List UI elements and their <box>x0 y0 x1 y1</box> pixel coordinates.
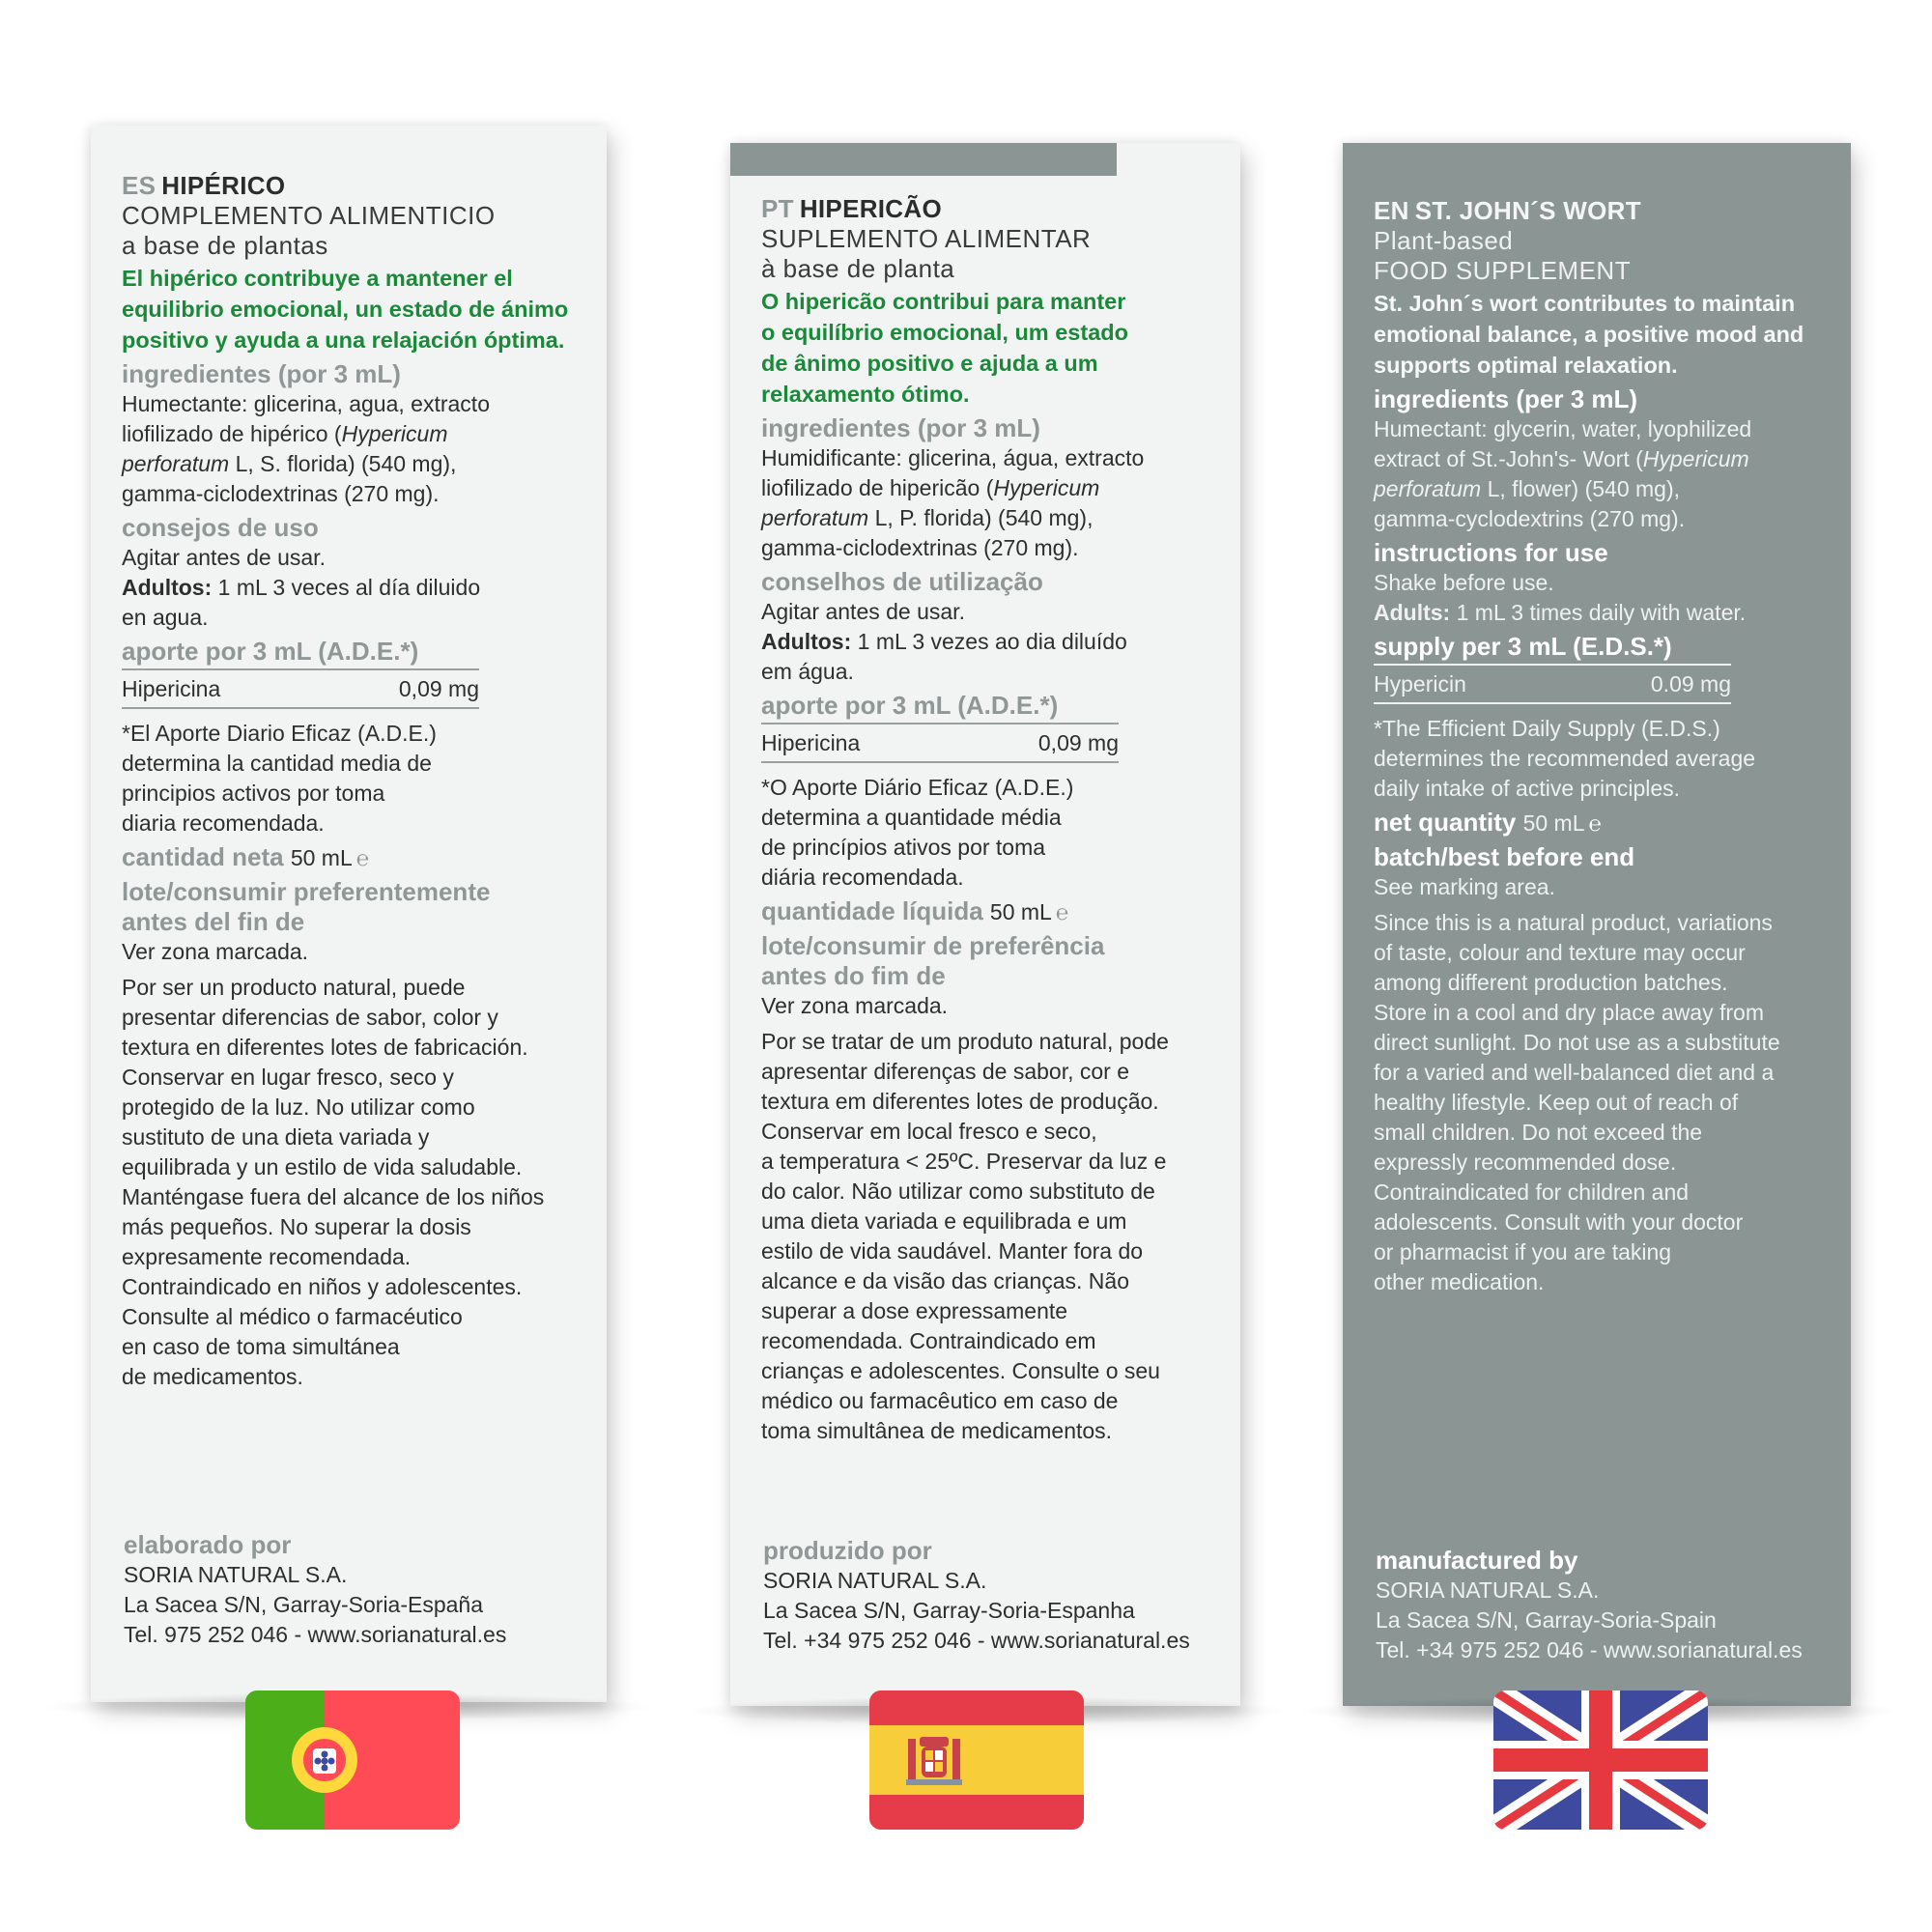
batch-heading: lote/consumir preferentemente antes del fin de <box>122 877 491 936</box>
supply-row: Hipericina 0,09 mg <box>122 676 479 701</box>
manufacturer-contact: Tel. 975 252 046 - www.sorianatural.es <box>124 1622 507 1647</box>
supply-note: *O Aporte Diário Eficaz (A.D.E.) determina a quantidade média de princípios ativos por toma diária recomendada. <box>761 775 1074 890</box>
warnings-text: Por ser un producto natural, puede presentar diferencias de sabor, color y textura en diferentes lotes de fabricación. Conservar en lugar fresco, seco y protegido de la luz. No utilizar como sustituto de una dieta variada y equilibrada y un estilo de vida saludable. Manténgase fuera del alcance de los niños más pequeños. No superar la dosis expresamente recomendada. Contraindicado en niños y adolescentes. Consulte al médico o farmacéutico en caso de toma simultánea de medicamentos. <box>122 975 545 1389</box>
product-subcategory: FOOD SUPPLEMENT <box>1374 256 1632 285</box>
product-title: EN ST. JOHN´S WORT <box>1374 196 1641 225</box>
panel-content <box>122 170 583 1392</box>
supply-row: Hipericina 0,09 mg <box>761 730 1119 755</box>
top-color-bar <box>730 143 1117 176</box>
net-quantity: quantidade líquida 50 mL ℮ <box>761 896 1069 925</box>
usage-text: Shake before use. Adults: 1 mL 3 times daily with water. <box>1374 570 1747 625</box>
manufacturer-address: La Sacea S/N, Garray-Soria-España <box>124 1592 484 1617</box>
ingredients-heading: ingredients (per 3 mL) <box>1374 384 1638 413</box>
label-panel-es <box>91 126 607 1702</box>
panel-content <box>761 193 1217 1446</box>
net-quantity: cantidad neta 50 mL ℮ <box>122 842 369 871</box>
ingredients-heading: ingredientes (por 3 mL) <box>761 413 1040 442</box>
batch-text: Ver zona marcada. <box>122 939 309 964</box>
uk-flag[interactable] <box>1493 1690 1708 1830</box>
supply-table <box>761 723 1119 763</box>
supply-note: *The Efficient Daily Supply (E.D.S.) determines the recommended average daily intake of active principles. <box>1374 716 1756 801</box>
uk-flag-icon <box>1493 1690 1708 1830</box>
product-category: COMPLEMENTO ALIMENTICIO <box>122 201 496 230</box>
usage-heading: conselhos de utilização <box>761 567 1043 596</box>
supply-heading: aporte por 3 mL (A.D.E.*) <box>761 691 1059 720</box>
usage-heading: consejos de uso <box>122 513 319 542</box>
manufacturer-heading: elaborado por <box>124 1530 292 1559</box>
batch-heading: lote/consumir de preferência antes do fim de <box>761 931 1105 990</box>
estimated-sign-icon: ℮ <box>355 846 369 870</box>
warnings-text: Por se tratar de um produto natural, pode apresentar diferenças de sabor, cor e textura em diferentes lotes de produção. Conservar em local fresco e seco, a temperatura < 25ºC. Preservar da luz e do calor. Não utilizar como substituto de uma dieta variada e equilibrada e um estilo de vida saudável. Manter fora do alcance e da visão das crianças. Não superar a dose expressamente recomendada. Contraindicado em crianças e adolescentes. Consulte o seu médico ou farmacêutico em caso de toma simultânea de medicamentos. <box>761 1029 1169 1443</box>
manufacturer-block <box>763 1536 1221 1656</box>
batch-heading: batch/best before end <box>1374 842 1635 871</box>
product-subcategory: à base de planta <box>761 254 955 283</box>
manufacturer-block <box>124 1530 587 1650</box>
manufacturer-name: SORIA NATURAL S.A. <box>763 1568 987 1593</box>
supply-heading: aporte por 3 mL (A.D.E.*) <box>122 637 419 666</box>
portugal-flag-icon <box>245 1690 460 1830</box>
health-claim: O hipericão contribui para manter o equilíbrio emocional, um estado de ânimo positivo e ajuda a um relaxamento ótimo. <box>761 289 1128 407</box>
ingredients-text: Humectante: glicerina, agua, extracto liofilizado de hipérico (Hypericum perforatum L, S. florida) (540 mg), gamma-ciclodextrinas (270 mg). <box>122 391 490 506</box>
ingredients-text: Humectant: glycerin, water, lyophilized extract of St.-John's- Wort (Hypericum perforatum L, flower) (540 mg), gamma-cyclodextrins (270 mg). <box>1374 416 1752 531</box>
batch-text: Ver zona marcada. <box>761 993 949 1018</box>
supply-table <box>122 668 479 709</box>
product-title: PT HIPERICÃO <box>761 194 942 223</box>
ingredients-text: Humidificante: glicerina, água, extracto liofilizado de hipericão (Hypericum perforatum L, P. florida) (540 mg), gamma-ciclodextrinas (270 mg). <box>761 445 1145 560</box>
manufacturer-contact: Tel. +34 975 252 046 - www.sorianatural.es <box>1376 1637 1803 1662</box>
manufacturer-name: SORIA NATURAL S.A. <box>1376 1577 1600 1603</box>
batch-text: See marking area. <box>1374 874 1555 899</box>
spain-flag[interactable] <box>869 1690 1084 1830</box>
product-category: Plant-based <box>1374 226 1514 255</box>
spain-flag-icon <box>869 1690 1084 1830</box>
supply-table <box>1374 664 1731 704</box>
product-category: SUPLEMENTO ALIMENTAR <box>761 224 1092 253</box>
manufacturer-heading: produzido por <box>763 1536 932 1565</box>
usage-text: Agitar antes de usar. Adultos: 1 mL 3 veces al día diluido en agua. <box>122 545 481 630</box>
product-title: ES HIPÉRICO <box>122 171 286 200</box>
label-panel-en <box>1343 143 1851 1706</box>
portugal-flag[interactable] <box>245 1690 460 1830</box>
label-panel-pt <box>730 143 1240 1706</box>
health-claim: St. John´s wort contributes to maintain emotional balance, a positive mood and supports optimal relaxation. <box>1374 291 1804 378</box>
manufacturer-address: La Sacea S/N, Garray-Soria-Espanha <box>763 1598 1135 1623</box>
health-claim: El hipérico contribuye a mantener el equilibrio emocional, un estado de ánimo positivo y ayuda a una relajación óptima. <box>122 266 569 353</box>
manufacturer-contact: Tel. +34 975 252 046 - www.sorianatural.es <box>763 1628 1190 1653</box>
manufacturer-heading: manufactured by <box>1376 1546 1578 1575</box>
manufacturer-name: SORIA NATURAL S.A. <box>124 1562 348 1587</box>
net-quantity: net quantity 50 mL ℮ <box>1374 808 1602 837</box>
supply-heading: supply per 3 mL (E.D.S.*) <box>1374 632 1672 661</box>
ingredients-heading: ingredientes (por 3 mL) <box>122 359 401 388</box>
usage-text: Agitar antes de usar. Adultos: 1 mL 3 vezes ao dia diluído em água. <box>761 599 1127 684</box>
manufacturer-block <box>1376 1546 1832 1665</box>
usage-heading: instructions for use <box>1374 538 1608 567</box>
panel-content <box>1374 195 1828 1297</box>
estimated-sign-icon: ℮ <box>1055 900 1069 924</box>
warnings-text: Since this is a natural product, variations of taste, colour and texture may occur among different production batches. Store in a cool and dry place away from direct sunlight. Do not use as a substitute for a varied and well-balanced diet and a healthy lifestyle. Keep out of reach of small children. Do not exceed the expressly recommended dose. Contraindicated for children and adolescents. Consult with your doctor or pharmacist if you are taking other medication. <box>1374 910 1780 1294</box>
product-subcategory: a base de plantas <box>122 231 328 260</box>
supply-note: *El Aporte Diario Eficaz (A.D.E.) determina la cantidad media de principios activos por toma diaria recomendada. <box>122 721 437 836</box>
manufacturer-address: La Sacea S/N, Garray-Soria-Spain <box>1376 1607 1717 1633</box>
estimated-sign-icon: ℮ <box>1588 811 1602 836</box>
supply-row: Hypericin 0.09 mg <box>1374 671 1731 696</box>
